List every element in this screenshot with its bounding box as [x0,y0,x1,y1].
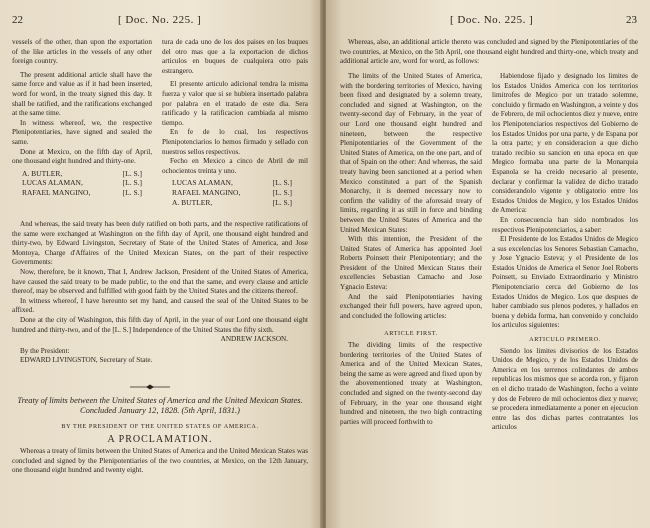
paragraph: En consecuencia han sido nombrados los respectivos Plenipotenciarios, a saber: [492,215,638,234]
spanish-column-right [492,72,638,433]
page-number-right: 23 [626,14,637,26]
treaty-section [12,396,308,476]
signature-line: A. BUTLER, [L. S.] [22,168,142,178]
paragraph: And whereas, the said treaty has been duly ratified on both parts, and the respective ratifications of the same were exchanged at Washington on the fifth day of April, one thousand eight hundred and thirty-two, by Edward Livingston, Secretary of State of the United States of America, and Jose Montoya, Charge d'Affaires of the United Mexican States, on the part of their respective Governments: [12,220,308,267]
by-line: BY THE PRESIDENT OF THE UNITED STATES OF AMERICA. [61,423,259,430]
president-signature: ANDREW JACKSON. [220,335,288,344]
by-president: By the President: [20,346,70,355]
proclamation-heading: A PROCLAMATION. [107,433,213,445]
running-header-left: [ Doc. No. 225. ] [118,14,202,26]
paragraph: Whereas a treaty of limits between the United States of America and the United Mexican States was concluded and signed by the Plenipotentiaries of the two countries, at Mexico, on the 12th January, one thousand eight hundred and twenty eight. [12,447,308,475]
paragraph: The dividing limits of the respective bordering territories of the United States of America and of the United Mexican States, being the same as were agreed and fixed upon by the abovementioned treaty at Washington, concluded and signed on the twenty-second day of February, in the year one thousand eight hundred and nineteen, the two high contracting parties will proceed forthwith to [340,341,482,426]
signature-line: LUCAS ALAMAN, [L. S.] [172,178,292,188]
paragraph: Now, therefore, be it known, That I, Andrew Jackson, President of the United States of America, have caused the said treaty to be made public, to the end that the same, and every clause and article thereof, may be observed and fulfilled with good faith by the United States and the citizens thereof. [12,267,308,296]
signature-block-en [22,169,152,198]
english-column-right [340,72,482,427]
right-page [326,0,650,528]
paragraph: In witness whereof, I have hereunto set my hand, and caused the seal of the United States to be affixed. [12,296,308,315]
ornament-rule-icon [130,384,170,390]
signature-line: RAFAEL MANGINO, [L. S.] [22,187,142,197]
running-header-right: [ Doc. No. 225. ] [450,14,534,26]
page-number-left: 22 [12,14,23,26]
intro-paragraph [340,38,638,67]
paragraph: Done at the city of Washington, this fifth day of April, in the year of our Lord one thousand eight hundred and thirty-two, and of the [L. S.] Independence of the United States the fifty sixth. [12,315,308,334]
paragraph: En fe de lo cual, los respectivos Plenipotenciarios lo hemos firmado y sellado con nuestros sellos respectivos. [162,128,308,156]
ratification-text [12,220,308,366]
signature-line: A. BUTLER, [L. S.] [172,197,292,207]
paragraph: Siendo los limites divisorios de los Estados Unidos de Megico, y de los Estados Unidos de America en los terrenos colindantes de ambos republicas los mismos que se acorda ron, y fijaron en el dicho tratado de Washington, fecho a veinte y dos de Febrero de mil ochocientos diez y nueve; se procedera inmediatamente a poner en ejecucion entre las dos dichas partes contratantes los articulos [492,346,638,432]
paragraph: With this intention, the President of the United States of America has appointed Joel Roberts Poinsett their Plenipotentiary; and the President of the United Mexican States their excellencies Sebastian Camacho and Jose Ygnacio Esteva: [340,235,482,292]
signature-block-es [172,178,308,207]
signature-line: RAFAEL MANGINO, [L. S.] [172,187,292,197]
paragraph: vessels of the other, than upon the exportation of the like articles in the vessels of any other foreign country. [12,38,152,66]
paragraph: El presente articulo adicional tendra la misma fuerza y valor que si se hubiera insertado palabra por palabra en el tratado de este dia. Sera ratificado y la ratificacion cambiada al mismo tiempo. [162,80,308,127]
signature-line: LUCAS ALAMAN, [L. S.] [22,178,142,188]
secretary-line: EDWARD LIVINGSTON, Secretary of State. [20,356,153,365]
paragraph: The present additional article shall have the same force and value as if it had been inserted, word for word, in the treaty signed this day. It shall be ratified, and the ratifications exchanged at the same time. [12,70,152,118]
article-heading-es: ARTICULO PRIMERO. [529,336,601,344]
spanish-column-left [162,38,308,210]
paragraph: tura de cada uno de los dos paises en los buques del otro mas que a la exportacion de dichos articulos en buques de cualquiera otro pais estrangero. [162,38,308,75]
left-page [0,0,322,528]
paragraph: Whereas, also, an additional article thereto was concluded and signed by the Plenipotentiaries of the two countries, at Mexico, on the 5th April, one thousand eight hundred and thirty-one, which treaty and additional article are, word for word, as follows: [340,38,638,66]
paragraph: Habiendose fijado y designado los limites de los Estados Unidos America con los territorios limitrofes de Megico por un tratado solemne, concluido y firmado en Washington, a veinte y dos de Febrero, de mil ochocientos diez y nueve, entre los Plenipotenciarios respectivos del Gobierno de los Estados Unidos por una parte, y de Espana por la otra parte; y en consideracion a que dicho tratado recibio su sancion en una epoca en que Megico formaba una parte de la Monarquia Espanola se ha creido necesario al presente, declarar y confirmar la validez de dicho tratado considerandolo vigente y obligatorio entre los Estados Unidos de Megico, y los Estados Unidos de America: [492,72,639,215]
paragraph: Done at Mexico, on the fifth day of April, one thousand eight hundred and thirty-one. [12,147,152,166]
paragraph: The limits of the United States of America, with the bordering territories of Mexico, having been fixed and designated by a solemn treaty, concluded and signed at Washington, on the twenty-second day of February, in the year of our Lord one thousand eight hundred and nineteen, between the respective Plenipotentiaries of the Government of the United States of America, on the one part, and of that of Spain on the other: And whereas, the said treaty having been sanctioned at a period when Mexico constituted a part of the Spanish Monarchy, it is deemed necessary now to confirm the validity of the aforesaid treaty of limits, regarding it as still in force and binding between the United States of America and the United Mexican States: [340,72,482,234]
paragraph: El Presidente de los Estados Unidos de Megico a sus excelencias los Senores Sebastian Camacho, y Jose Ygnacio Esteva; y el Presidente de los Estados Unidos de America el Senor Joel Roberts Poinsett, su Enviado Extraordinario y Ministro Plenipotenciario cerca del Gobierno de los Estados Unidos de Megico. Los que despues de haber cambiado sus plenos poderes, y hallados en buena y debida forma, han convenido y concluido los articulos siguientes: [492,235,638,330]
paragraph: Fecho en Mexico a cinco de Abril de mil ochocientos treinta y uno. [162,157,308,175]
treaty-title: Treaty of limits between the United States of America and the United Mexican States. Concluded January 12, 1828. (5th April, 1831.) [17,396,303,415]
paragraph: In witness whereof, we, the respective Plenipotentiaries, have signed and sealed the same. [12,118,152,146]
english-column-left [12,38,152,201]
article-heading-en: ARTICLE FIRST. [384,330,438,338]
paragraph: And the said Plenipotentiaries having exchanged their full powers, have agreed upon, and concluded the following articles: [340,292,482,320]
